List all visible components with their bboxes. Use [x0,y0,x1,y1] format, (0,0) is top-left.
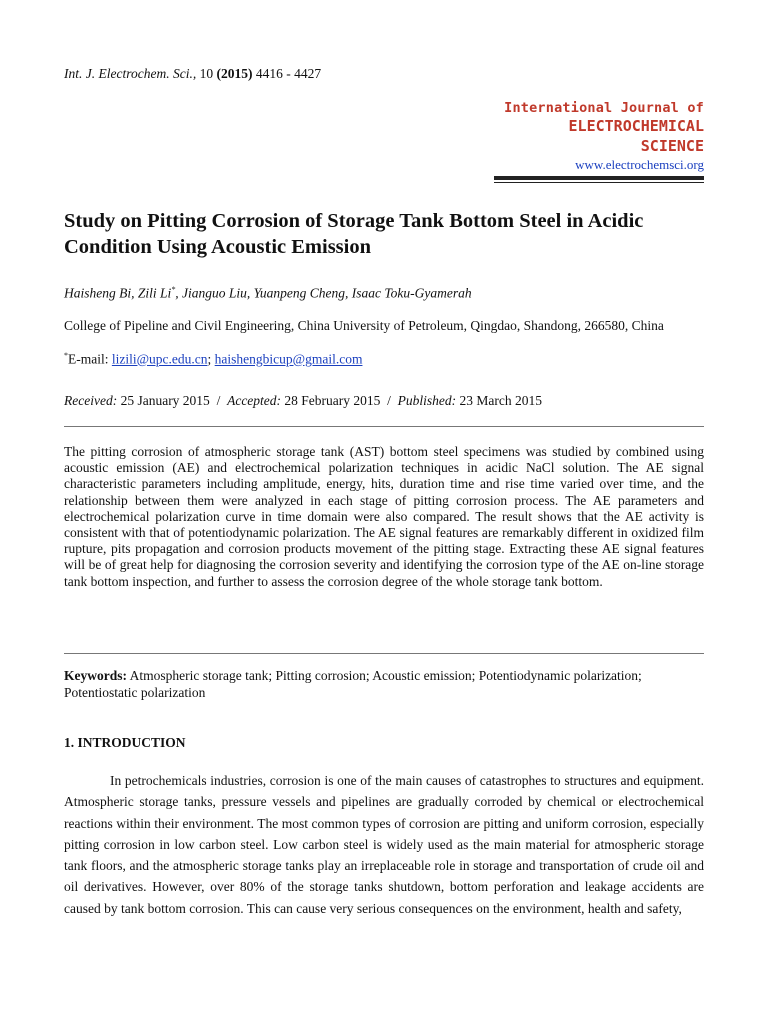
citation-year: (2015) [216,66,253,81]
citation-volume: 10 [199,66,214,81]
citation-journal: Int. J. Electrochem. Sci., [64,66,197,81]
received-date: 25 January 2015 [120,393,210,408]
journal-name-line1: International Journal of [504,100,704,116]
date-separator-2: / [387,393,391,408]
published-label: Published: [397,393,457,408]
abstract-text: The pitting corrosion of atmospheric storage tank (AST) bottom steel specimens was studied by combined using acoustic emission (AE) and electrochemical polarization techniques in acidic NaCl solution. The AE signal characteristic parameters including amplitude, energy, hits, duration time and rise time varied over time, and the relationship between them were analyzed in each stage of pitting corrosion process. The AE parameters and electrochemical polarization curve in time domain were also compared. The result shows that the AE activity is consistent with that of potentiodynamic polarization. The AE signal features are remarkably different in oxidized film rupture, pits propagation and corrosion products movement of the pitting stage. Extracting these AE signal features will be of great help for diagnosing the corrosion severity and identifying the corrosion type of the AE on-line storage tank bottom inspection, and further to assess the corrosion degree of the whole storage tank bottom. [64,444,704,589]
keywords-text: Atmospheric storage tank; Pitting corrosion; Acoustic emission; Potentiodynamic polarization; Potentiostatic polarization [64,668,642,700]
abstract-rule-bottom [64,653,704,654]
header-rule-thick [494,176,704,180]
email-label: E-mail: [68,351,112,367]
accepted-label: Accepted: [227,393,282,408]
accepted-date: 28 February 2015 [284,393,381,408]
citation-line [64,66,321,82]
abstract-rule-top [64,426,704,427]
published-date: 23 March 2015 [459,393,543,408]
email-mark: * [64,351,68,360]
author-list [64,285,472,302]
email-link-2[interactable]: haishengbicup@gmail.com [214,351,363,367]
received-label: Received: [64,393,118,408]
corresponding-mark: * [171,285,176,294]
authors-rest: , Jianguo Liu, Yuanpeng Cheng, Isaac Toku-Gyamerah [175,285,472,301]
journal-url-link[interactable]: www.electrochemsci.org [575,157,704,172]
email-link-1[interactable]: lizili@upc.edu.cn [111,351,208,367]
paper-title: Study on Pitting Corrosion of Storage Tank Bottom Steel in Acidic Condition Using Acoustic Emission [64,210,644,258]
email-line [64,351,362,368]
intro-paragraph: In petrochemicals industries, corrosion is one of the main causes of catastrophes to structures and equipment. Atmospheric storage tanks, pressure vessels and pipelines are gradually corroded by chemical or electrochemical reactions within their environment. The most common types of corrosion are pitting and uniform corrosion, especially pitting corrosion in low carbon steel. Low carbon steel is widely used as the main material for atmospheric storage tank floors, and the atmospheric storage tanks play an irreplaceable role in storage and transportation of crude oil and oil derivatives. However, over 80% of the storage tanks shutdown, bottom perforation and leakage accidents are caused by tank bottom corrosion. This can cause very serious consequences on the environment, health and safety, [64,773,704,916]
email-separator: ; [207,351,215,367]
keywords-label: Keywords: [64,668,127,683]
date-separator-1: / [216,393,221,408]
section-heading: 1. INTRODUCTION [64,735,186,750]
journal-header [464,100,704,173]
citation-pages: 4416 - 4427 [255,66,322,81]
affiliation: College of Pipeline and Civil Engineering, China University of Petroleum, Qingdao, Shandong, 266580, China [64,318,664,333]
authors-first: Haisheng Bi, Zili Li [64,285,172,301]
publication-dates [64,393,542,409]
keywords [64,667,704,701]
journal-name-line2: ELECTROCHEMICAL [568,117,704,135]
header-rule-thin [494,182,704,183]
journal-name-line3: SCIENCE [640,137,704,155]
